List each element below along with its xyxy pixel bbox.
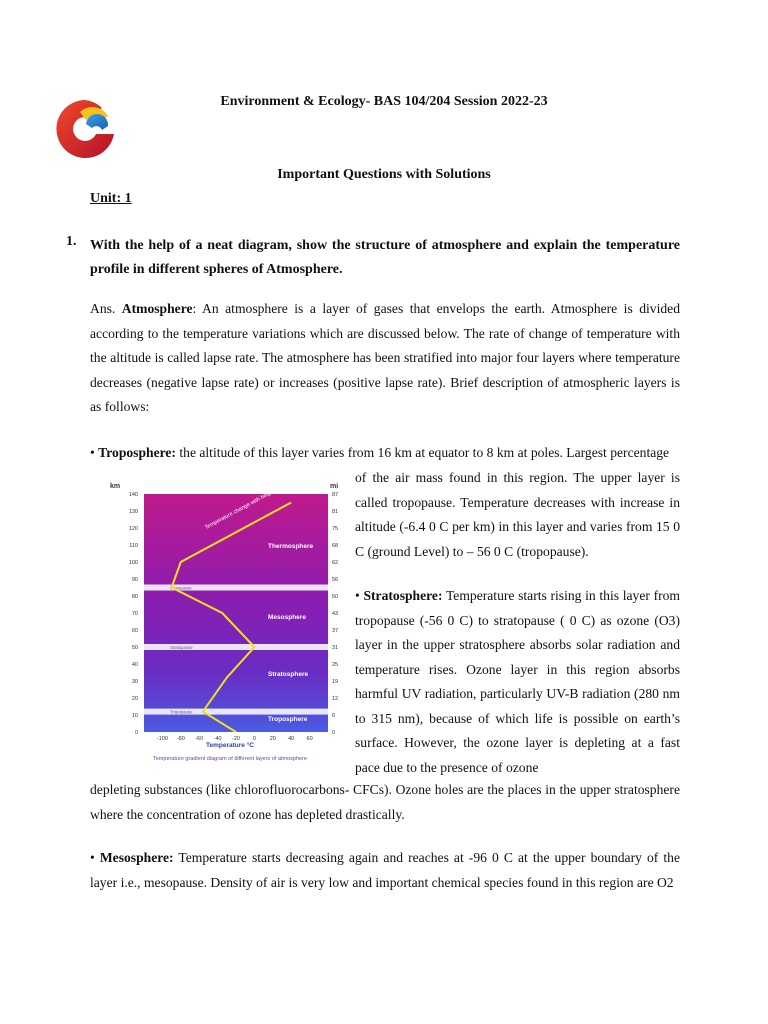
temperature-tick-label: 60 [306,736,313,742]
mi-tick-label: 31 [332,645,339,651]
km-tick-label: 10 [131,713,138,719]
temperature-tick-label: 40 [288,736,295,742]
stratosphere-paragraph [355,584,680,780]
mesosphere-label: Mesosphere [268,614,306,621]
stratosphere-term: Stratosphere: [363,588,443,603]
km-tick-label: 60 [131,628,138,634]
mi-tick-label: 6 [332,713,336,719]
bullet: • [355,588,364,603]
temperature-tick-label: -100 [156,736,168,742]
km-tick-label: 130 [128,509,138,515]
question-number: 1. [66,234,77,249]
km-tick-label: 0 [134,730,138,736]
km-tick-label: 140 [128,492,138,498]
mi-tick-label: 87 [332,492,339,498]
troposphere-label: Troposphere [268,716,308,723]
km-tick-label: 70 [131,611,138,617]
mi-tick-label: 68 [332,543,339,549]
mesosphere-text: Temperature starts decreasing again and reaches at -96 0 C at the upper boundary of the layer i.e., mesopause. Density of air is very low and important chemical species found in this region are O2 [90,850,680,890]
answer-prefix: Ans. [90,301,122,316]
km-tick-label: 20 [131,696,138,702]
km-tick-label: 50 [131,645,138,651]
unit-heading: Unit: 1 [90,191,132,206]
temperature-tick-label: -60 [195,736,204,742]
stratosphere-label: Stratosphere [268,671,309,678]
troposphere-line1 [90,441,690,466]
thermosphere-label: Thermosphere [268,543,314,550]
stratosphere-continuation: depleting substances (like chlorofluorocarbons- CFCs). Ozone holes are the places in the upper stratosphere where the concentration of ozone has depleted drastically. [90,782,680,822]
km-tick-label: 40 [131,662,138,668]
figure-caption: Temperature gradient diagram of different layers of atmosphere [153,756,307,762]
bullet: • [90,445,99,460]
mesosphere-paragraph [90,846,680,895]
mesopause-label: Mesopause [170,585,192,591]
answer-paragraph [90,297,680,420]
stratopause-label: Stratopause [170,644,193,650]
temperature-tick-label: -80 [176,736,185,742]
mi-tick-label: 19 [332,679,339,685]
mi-tick-label: 37 [332,628,339,634]
document-header: Environment & Ecology- BAS 104/204 Session 2022-23 [220,94,548,109]
tropopause-label: Tropopause [170,709,193,715]
mi-tick-label: 75 [332,526,339,532]
temperature-tick-label: 0 [252,736,256,742]
temperature-tick-label: 20 [269,736,276,742]
temperature-tick-label: -20 [232,736,240,742]
troposphere-rest: of the air mass found in this region. The upper layer is called tropopause. Temperature decreases with increase in altitude (-6.4 0 C per km) in this layer and varies from 15 0 C (ground Level) to – 56 0 C (tropopause). [355,470,680,559]
atmosphere-background [144,494,328,732]
x-axis-label: Temperature °C [206,742,254,749]
question-text: With the help of a neat diagram, show the structure of atmosphere and explain the temperature profile in different spheres of Atmosphere. [90,238,680,277]
mi-unit-label: mi [330,483,339,490]
mi-tick-label: 43 [332,611,339,617]
km-tick-label: 30 [131,679,138,685]
mesosphere-term: Mesosphere: [99,850,174,865]
mi-tick-label: 50 [332,594,339,600]
km-tick-label: 100 [128,560,138,566]
km-tick-label: 80 [131,594,138,600]
mi-tick-label: 25 [332,662,339,668]
mi-tick-label: 0 [332,730,336,736]
km-tick-label: 110 [129,543,138,549]
km-tick-label: 90 [131,577,138,583]
mi-tick-label: 81 [332,509,339,515]
mi-tick-label: 12 [332,696,339,702]
km-unit-label: km [110,483,121,490]
answer-term: Atmosphere [121,301,193,316]
km-tick-label: 120 [128,526,138,532]
document-subtitle: Important Questions with Solutions [277,167,491,182]
troposphere-term: Troposphere: [98,445,176,460]
temperature-tick-label: -40 [213,736,222,742]
stratosphere-text: Temperature starts rising in this layer from tropopause (-56 0 C) to stratopause ( 0 C) as ozone (O3) layer in the upper stratosphere absorbs solar radiation and temperature rises. Ozone layer in this region absorbs harmful UV radiation, particularly UV-B radiation (280 nm to 315 nm), because of which life is possible on earth’s surface. However, the ozone layer is depleting at a fast pace due to the presence of ozone [355,588,680,775]
bullet: • [90,850,100,865]
answer-text: : An atmosphere is a layer of gases that envelops the earth. Atmosphere is divided according to the temperature variations which are discussed below. The rate of change of temperature with the altitude is called lapse rate. The atmosphere has been stratified into major four layers where temperature decreases (negative lapse rate) or increases (positive lapse rate). Brief description of atmospheric layers is as follows: [90,301,681,414]
troposphere-text-line1: the altitude of this layer varies from 16 km at equator to 8 km at poles. Largest percentage [175,445,670,460]
mi-tick-label: 62 [332,560,339,566]
atmosphere-temperature-diagram [90,478,355,768]
arrow-label: Temperature change with height [204,488,276,532]
mi-tick-label: 56 [332,577,339,583]
